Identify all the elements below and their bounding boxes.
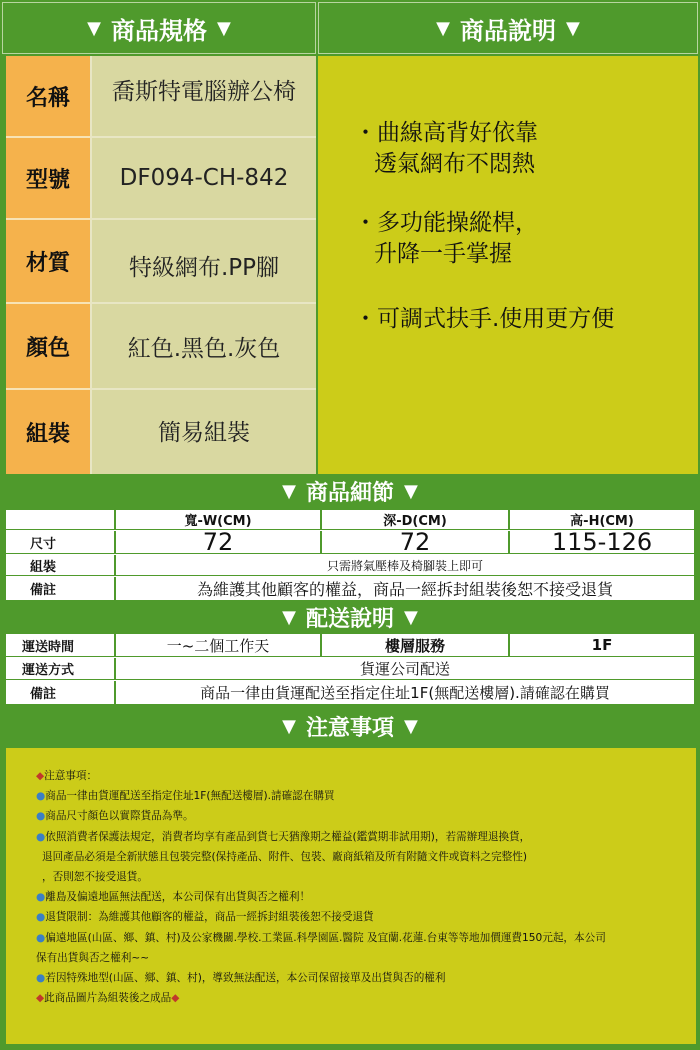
spec-label: 顏色 — [6, 304, 90, 390]
triangle-down-icon: ▼ — [404, 480, 418, 502]
notice-item-continued: 退回產品必須是全新狀態且包裝完整(保持產品、附件、包裝、廠商紙箱及所有附隨文件或資料之完整性) — [42, 850, 527, 863]
table-row — [6, 634, 694, 657]
diamond-icon: ◆ — [171, 992, 180, 1005]
detail-header-label: 商品細節 — [305, 480, 394, 506]
delivery-header-label: 配送說明 — [305, 606, 394, 632]
description-item: ・多功能操縱桿， 升降一手掌握 — [354, 210, 538, 267]
notice-item: ●離島及偏遠地區無法配送，本公司保有出貨與否之權利！ — [36, 891, 311, 904]
column-header: 高-H(CM) — [570, 514, 634, 529]
diamond-icon: ◆ — [36, 770, 45, 782]
delivery-header — [2, 600, 698, 634]
remark-text: 為維護其他顧客的權益，商品一經拆封組裝後恕不接受退貨 — [196, 580, 613, 599]
delivery-remark-text: 商品一律由貨運配送至指定住址1F(無配送樓層).請確認在購買 — [200, 684, 610, 702]
delivery-table — [6, 634, 694, 704]
notice-item: ●依照消費者保護法規定，消費者均享有產品到貨七天猶豫期之權益(鑑賞期非試用期)，若需辦理退換貨， — [36, 830, 531, 843]
spec-value: 喬斯特電腦辦公椅 — [90, 56, 316, 138]
spec-row-model — [6, 138, 316, 220]
diamond-icon: ◆ — [36, 992, 45, 1005]
spec-label: 材質 — [6, 220, 90, 304]
spec-row-color — [6, 304, 316, 390]
bullet-icon: ● — [36, 931, 46, 944]
notice-item: ●若因特殊地型(山區、鄉、鎮、村)，導致無法配送，本公司保留接單及出貨與否的權利 — [36, 972, 446, 985]
spec-row-assembly — [6, 390, 316, 474]
delivery-method-value: 貨運公司配送 — [359, 660, 450, 678]
table-row — [6, 531, 694, 554]
delivery-time-value: 一~二個工作天 — [116, 634, 322, 656]
notice-footer: ◆此商品圖片為組裝後之成品◆ — [36, 992, 180, 1005]
description-item: ・曲線高背好依靠 透氣網布不悶熱 — [354, 120, 538, 177]
triangle-down-icon: ▼ — [217, 17, 231, 39]
table-row — [6, 658, 694, 680]
notice-item: ●偏遠地區(山區、鄉、鎮、村)及公家機關.學校.工業區.科學園區.醫院 及宜蘭.花蓮.台東等等地加價運費150元起，本公司 — [36, 931, 606, 944]
notice-item: ●商品一律由貨運配送至指定住址1F(無配送樓層).請確認在購買 — [36, 790, 335, 803]
row-label: 備註 — [6, 681, 116, 704]
floor-service-label: 樓層服務 — [322, 634, 510, 656]
bullet-icon: ● — [36, 830, 46, 843]
spec-label: 組裝 — [6, 390, 90, 474]
row-label: 尺寸 — [6, 531, 116, 553]
spec-value: 紅色.黑色.灰色 — [90, 304, 316, 390]
size-depth: 72 — [322, 531, 510, 553]
bullet-icon: ● — [36, 972, 46, 985]
triangle-down-icon: ▼ — [282, 715, 296, 737]
column-header: 寬-W(CM) — [116, 510, 322, 529]
size-height: 115-126 — [551, 531, 653, 553]
notice-panel — [6, 748, 696, 1044]
spec-label: 型號 — [6, 138, 90, 220]
spec-value: 特級網布.PP腳 — [90, 220, 316, 304]
notice-item: ●退貨限制：為維護其他顧客的權益，商品一經拆封組裝後恕不接受退貨 — [36, 911, 374, 924]
triangle-down-icon: ▼ — [404, 715, 418, 737]
description-header — [318, 2, 698, 54]
notice-title: ◆注意事項： — [36, 770, 98, 782]
spec-row-name — [6, 56, 316, 138]
detail-table — [6, 510, 694, 600]
assembly-text: 只需將氣壓棒及椅腳裝上即可 — [326, 558, 483, 573]
row-label: 運送方式 — [6, 658, 116, 679]
bullet-icon: ● — [36, 810, 46, 823]
table-row — [6, 577, 694, 600]
column-header: 深-D(CM) — [322, 510, 510, 529]
spec-value: DF094-CH-842 — [90, 138, 316, 220]
triangle-down-icon: ▼ — [436, 17, 450, 39]
detail-header — [2, 474, 698, 508]
notice-item-continued: ，否則恕不接受退貨。 — [42, 871, 148, 884]
spec-header — [2, 2, 316, 54]
description-panel — [318, 56, 698, 474]
triangle-down-icon: ▼ — [404, 606, 418, 628]
triangle-down-icon: ▼ — [282, 606, 296, 628]
row-label: 運送時間 — [6, 634, 116, 656]
spec-value: 簡易組裝 — [90, 390, 316, 474]
table-row — [6, 555, 694, 576]
bullet-icon: ● — [36, 790, 46, 803]
triangle-down-icon: ▼ — [87, 17, 101, 39]
triangle-down-icon: ▼ — [282, 480, 296, 502]
spec-table — [6, 56, 316, 474]
table-row — [6, 681, 694, 704]
size-width: 72 — [116, 531, 322, 553]
notice-item-continued: 保有出貨與否之權利~~ — [36, 951, 150, 964]
description-header-label: 商品說明 — [460, 16, 556, 45]
spec-row-material — [6, 220, 316, 304]
floor-service-value: 1F — [591, 636, 613, 654]
bullet-icon: ● — [36, 891, 46, 904]
spec-header-label: 商品規格 — [111, 16, 207, 45]
description-item: ・可調式扶手.使用更方便 — [354, 306, 615, 332]
row-label: 備註 — [6, 577, 116, 600]
row-label: 組裝 — [6, 555, 116, 575]
spec-label: 名稱 — [6, 56, 90, 138]
table-header-row — [6, 510, 694, 530]
bullet-icon: ● — [36, 911, 46, 924]
notice-header — [2, 706, 698, 746]
notice-item: ●商品尺寸顏色以實際貨品為準。 — [36, 810, 194, 823]
notice-header-label: 注意事項 — [305, 715, 394, 741]
triangle-down-icon: ▼ — [566, 17, 580, 39]
